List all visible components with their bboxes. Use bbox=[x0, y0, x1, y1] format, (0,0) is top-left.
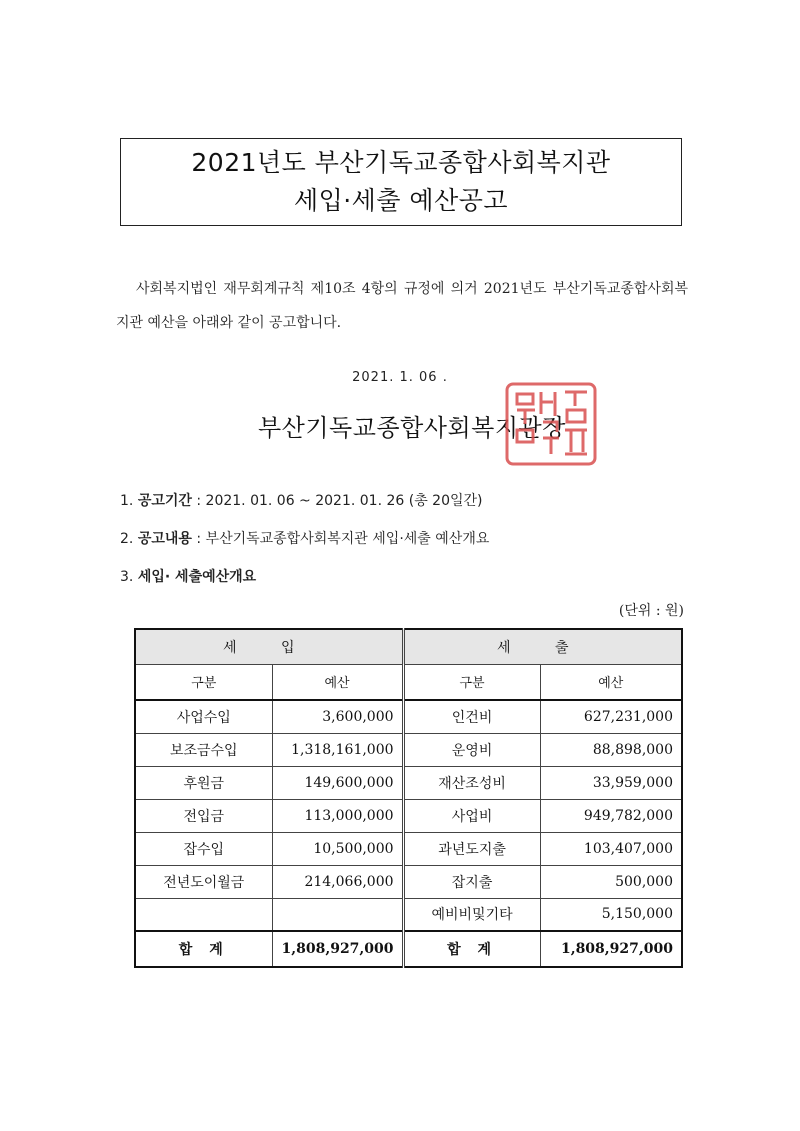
item-label: 세입· 세출예산개요 bbox=[137, 569, 257, 585]
revenue-name: 잡수입 bbox=[135, 832, 272, 865]
revenue-total-amount: 1,808,927,000 bbox=[272, 931, 403, 967]
item-text: : 2021. 01. 06 ~ 2021. 01. 26 (총 20일간) bbox=[191, 493, 483, 509]
revenue-total-label: 합 계 bbox=[135, 931, 272, 967]
table-row bbox=[135, 799, 682, 832]
item-label: 공고내용 bbox=[137, 531, 192, 547]
intro-paragraph: 사회복지법인 재무회계규칙 제10조 4항의 규정에 의거 2021년도 부산기독교종합사회복지관 예산을 아래와 같이 공고합니다. bbox=[116, 281, 688, 331]
expense-name: 재산조성비 bbox=[403, 766, 540, 799]
revenue-amount: 3,600,000 bbox=[272, 700, 403, 733]
total-row bbox=[135, 931, 682, 967]
official-seal bbox=[503, 380, 599, 468]
col-budget: 예산 bbox=[272, 664, 403, 700]
col-category: 구분 bbox=[403, 664, 540, 700]
col-budget: 예산 bbox=[540, 664, 682, 700]
table-row bbox=[135, 832, 682, 865]
item-content bbox=[120, 528, 489, 548]
expense-name: 과년도지출 bbox=[403, 832, 540, 865]
table-row bbox=[135, 898, 682, 931]
budget-table bbox=[134, 628, 683, 968]
revenue-header: 세 입 bbox=[135, 629, 403, 664]
table-row bbox=[135, 733, 682, 766]
revenue-amount: 1,318,161,000 bbox=[272, 733, 403, 766]
title-box bbox=[120, 138, 682, 226]
expense-total-amount: 1,808,927,000 bbox=[540, 931, 682, 967]
revenue-amount: 214,066,000 bbox=[272, 865, 403, 898]
revenue-amount bbox=[272, 898, 403, 931]
expense-name: 사업비 bbox=[403, 799, 540, 832]
expense-amount: 88,898,000 bbox=[540, 733, 682, 766]
revenue-name: 사업수입 bbox=[135, 700, 272, 733]
revenue-name: 보조금수입 bbox=[135, 733, 272, 766]
revenue-amount: 113,000,000 bbox=[272, 799, 403, 832]
expense-name: 예비비및기타 bbox=[403, 898, 540, 931]
item-number: 1. bbox=[120, 493, 134, 509]
expense-amount: 500,000 bbox=[540, 865, 682, 898]
revenue-name bbox=[135, 898, 272, 931]
expense-amount: 5,150,000 bbox=[540, 898, 682, 931]
item-text: : 부산기독교종합사회복지관 세입·세출 예산개요 bbox=[191, 531, 490, 547]
expense-name: 잡지출 bbox=[403, 865, 540, 898]
expense-amount: 949,782,000 bbox=[540, 799, 682, 832]
expense-amount: 103,407,000 bbox=[540, 832, 682, 865]
page-subtitle: 세입·세출 예산공고 bbox=[293, 186, 509, 215]
revenue-name: 후원금 bbox=[135, 766, 272, 799]
table-row bbox=[135, 766, 682, 799]
expense-total-label: 합 계 bbox=[403, 931, 540, 967]
revenue-name: 전년도이월금 bbox=[135, 865, 272, 898]
table-row bbox=[135, 865, 682, 898]
announcement-date: 2021. 1. 06 . bbox=[352, 370, 448, 385]
organization-name: 부산기독교종합사회복지관장 bbox=[258, 414, 566, 442]
expense-name: 운영비 bbox=[403, 733, 540, 766]
revenue-amount: 10,500,000 bbox=[272, 832, 403, 865]
item-number: 2. bbox=[120, 531, 134, 547]
item-number: 3. bbox=[120, 569, 134, 585]
table-row bbox=[135, 700, 682, 733]
expense-amount: 627,231,000 bbox=[540, 700, 682, 733]
item-label: 공고기간 bbox=[137, 493, 192, 509]
expense-header: 세 출 bbox=[403, 629, 682, 664]
unit-label: (단위 : 원) bbox=[618, 603, 684, 619]
revenue-name: 전입금 bbox=[135, 799, 272, 832]
revenue-amount: 149,600,000 bbox=[272, 766, 403, 799]
page-title: 2021년도 부산기독교종합사회복지관 bbox=[191, 148, 611, 177]
col-category: 구분 bbox=[135, 664, 272, 700]
expense-amount: 33,959,000 bbox=[540, 766, 682, 799]
expense-name: 인건비 bbox=[403, 700, 540, 733]
item-overview bbox=[120, 566, 256, 586]
item-period bbox=[120, 490, 483, 510]
